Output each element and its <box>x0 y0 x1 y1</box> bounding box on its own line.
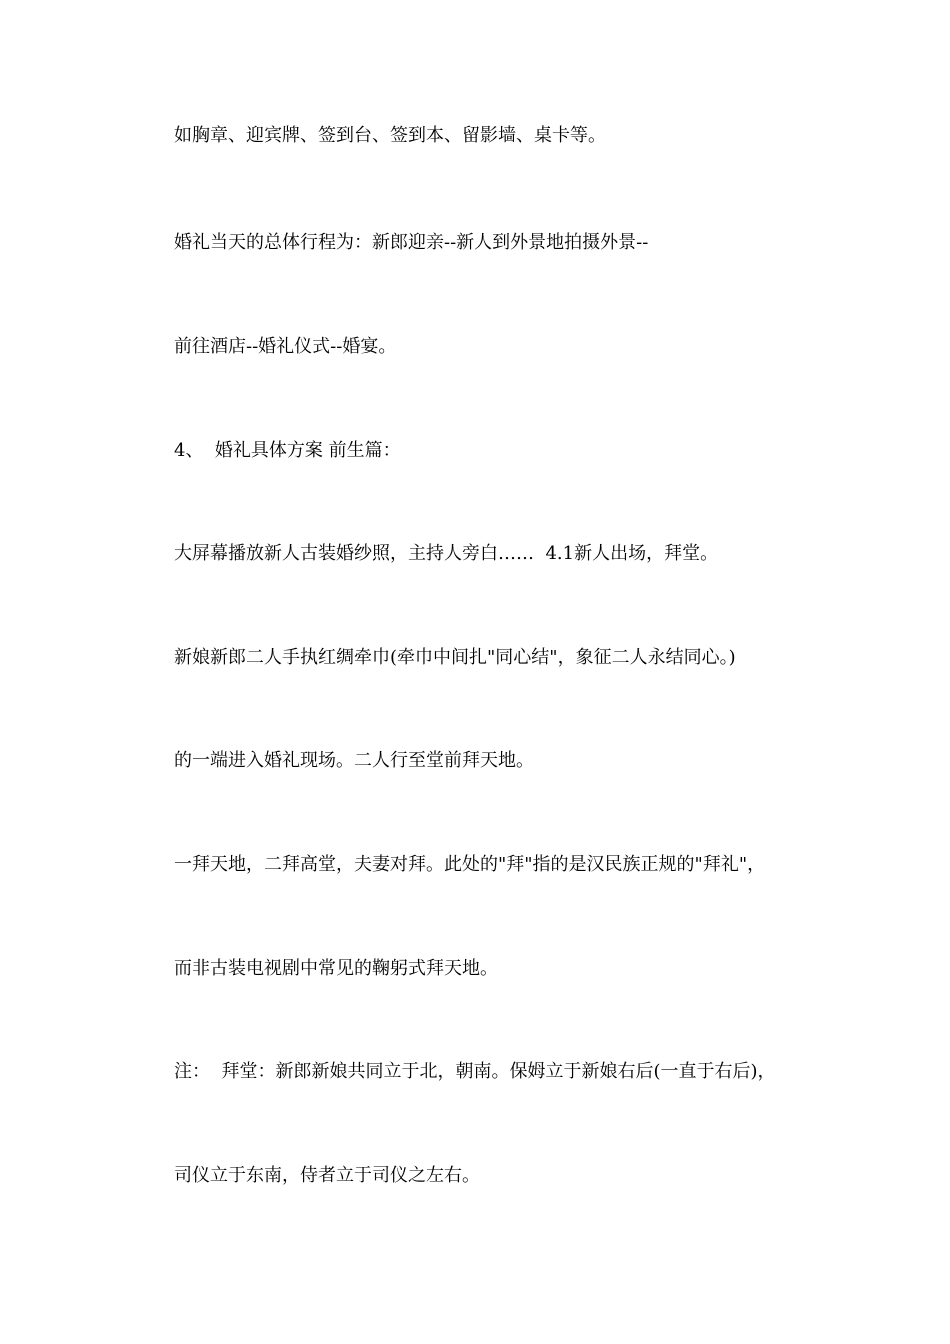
paragraph-line: 新娘新郎二人手执红绸牵巾(牵巾中间扎"同心结"，象征二人永结同心。) <box>174 647 736 668</box>
paragraph-line: 司仪立于东南，侍者立于司仪之左右。 <box>174 1165 480 1186</box>
note-line: 注： 拜堂：新郎新娘共同立于北，朝南。保姆立于新娘右后(一直于右后)， <box>174 1061 776 1082</box>
paragraph-line: 大屏幕播放新人古装婚纱照，主持人旁白…… 4.1新人出场，拜堂。 <box>174 543 719 564</box>
paragraph-line: 一拜天地，二拜高堂，夫妻对拜。此处的"拜"指的是汉民族正规的"拜礼"， <box>174 854 766 875</box>
paragraph-line: 婚礼当天的总体行程为：新郎迎亲--新人到外景地拍摄外景-- <box>174 232 649 253</box>
section-heading: 4、 婚礼具体方案 前生篇： <box>174 440 401 461</box>
paragraph-line: 的一端进入婚礼现场。二人行至堂前拜天地。 <box>174 750 534 771</box>
paragraph-line: 而非古装电视剧中常见的鞠躬式拜天地。 <box>174 958 498 979</box>
paragraph-line: 前往酒店--婚礼仪式--婚宴。 <box>174 336 397 357</box>
paragraph-line: 如胸章、迎宾牌、签到台、签到本、留影墙、桌卡等。 <box>174 125 606 146</box>
